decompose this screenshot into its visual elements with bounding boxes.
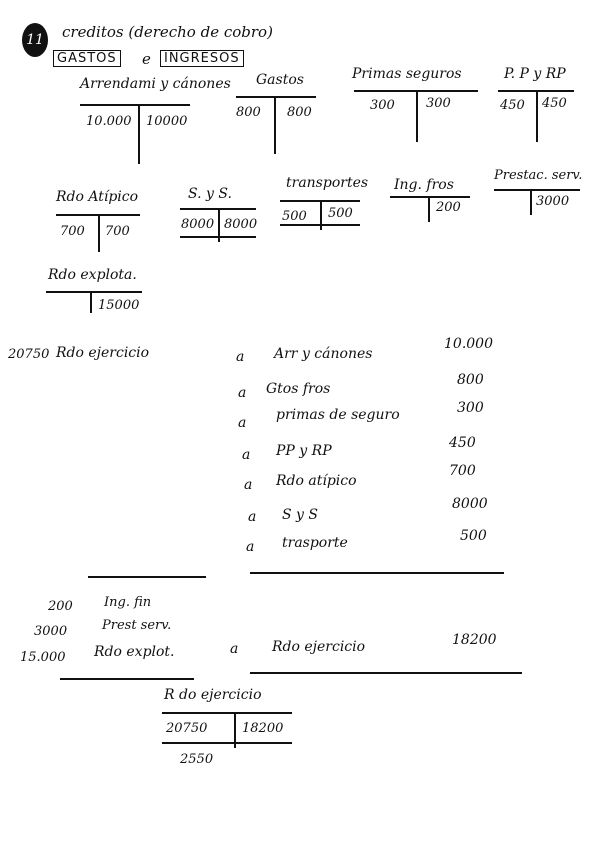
account-name: Rdo Atípico — [56, 189, 139, 205]
account-credit: 200 — [436, 200, 461, 215]
account-debit: 10.000 — [86, 114, 132, 129]
entry-debit-account: Rdo explot. — [94, 644, 175, 660]
separator-line — [250, 572, 504, 574]
account-credit: 450 — [542, 96, 567, 111]
ingresos-label: INGRESOS — [160, 50, 244, 67]
account-debit: 500 — [282, 209, 307, 224]
entry-credit-amount: 10.000 — [444, 336, 493, 352]
entry-credit-account: Gtos fros — [266, 381, 331, 397]
entry-credit-amount: 700 — [449, 463, 476, 479]
account-name: Prestac. serv. — [494, 168, 583, 183]
account-debit: 300 — [370, 98, 395, 113]
exercise-number: 11 — [22, 23, 48, 57]
account-debit: 700 — [60, 224, 85, 239]
account-credit: 500 — [328, 206, 353, 221]
account-name: Rdo explota. — [48, 267, 137, 283]
entry-credit-amount: 300 — [457, 400, 484, 416]
account-credit: 8000 — [224, 217, 258, 232]
entry-credit-amount: 18200 — [452, 632, 497, 648]
entry-prep: a — [246, 539, 255, 555]
account-name: R do ejercicio — [164, 687, 262, 703]
account-credit: 300 — [426, 96, 451, 111]
entry-debit-amount: 15.000 — [20, 650, 66, 665]
entry-debit-amount: 20750 — [8, 347, 50, 362]
entry-credit-account: PP y RP — [276, 443, 332, 459]
entry-debit-amount: 3000 — [34, 624, 68, 639]
account-name: S. y S. — [188, 186, 232, 202]
account-debit: 450 — [500, 98, 525, 113]
entry-prep: a — [230, 641, 239, 657]
account-name: Ing. fros — [394, 177, 454, 193]
account-name: Primas seguros — [352, 66, 462, 82]
account-name: Arrendami y cánones — [80, 76, 231, 92]
entry-debit-account: Rdo ejercicio — [56, 345, 150, 361]
entry-credit-account: Rdo ejercicio — [272, 639, 366, 655]
account-balance: 2550 — [180, 752, 214, 767]
account-credit: 18200 — [242, 721, 284, 736]
entry-credit-account: primas de seguro — [276, 407, 400, 423]
separator-line — [60, 678, 194, 680]
gastos-label: GASTOS — [53, 50, 121, 67]
header-title: creditos (derecho de cobro) — [62, 23, 273, 41]
account-credit: 10000 — [146, 114, 188, 129]
account-debit: 8000 — [181, 217, 215, 232]
entry-prep: a — [242, 447, 251, 463]
entry-credit-amount: 8000 — [452, 496, 488, 512]
account-credit: 15000 — [98, 298, 140, 313]
entry-credit-account: Rdo atípico — [276, 473, 357, 489]
entry-prep: a — [238, 385, 247, 401]
entry-credit-amount: 800 — [457, 372, 484, 388]
entry-prep: a — [244, 477, 253, 493]
account-debit: 800 — [236, 105, 261, 120]
entry-credit-account: S y S — [282, 507, 318, 523]
account-credit: 3000 — [536, 194, 570, 209]
entry-debit-account: Ing. fin — [104, 595, 152, 610]
entry-prep: a — [248, 509, 257, 525]
entry-debit-amount: 200 — [48, 599, 73, 614]
account-credit: 800 — [287, 105, 312, 120]
entry-debit-account: Prest serv. — [102, 618, 172, 633]
entry-credit-amount: 450 — [449, 435, 476, 451]
account-name: transportes — [286, 175, 369, 191]
entry-credit-amount: 500 — [460, 528, 487, 544]
header-conj: e — [142, 50, 151, 68]
entry-prep: a — [238, 415, 247, 431]
separator-line — [250, 672, 522, 674]
entry-credit-account: Arr y cánones — [274, 346, 373, 362]
account-credit: 700 — [105, 224, 130, 239]
entry-credit-account: trasporte — [282, 535, 348, 551]
account-debit: 20750 — [166, 721, 208, 736]
account-name: Gastos — [256, 72, 304, 88]
entry-prep: a — [236, 349, 245, 365]
separator-line — [88, 576, 206, 578]
account-name: P. P y RP — [504, 66, 566, 82]
